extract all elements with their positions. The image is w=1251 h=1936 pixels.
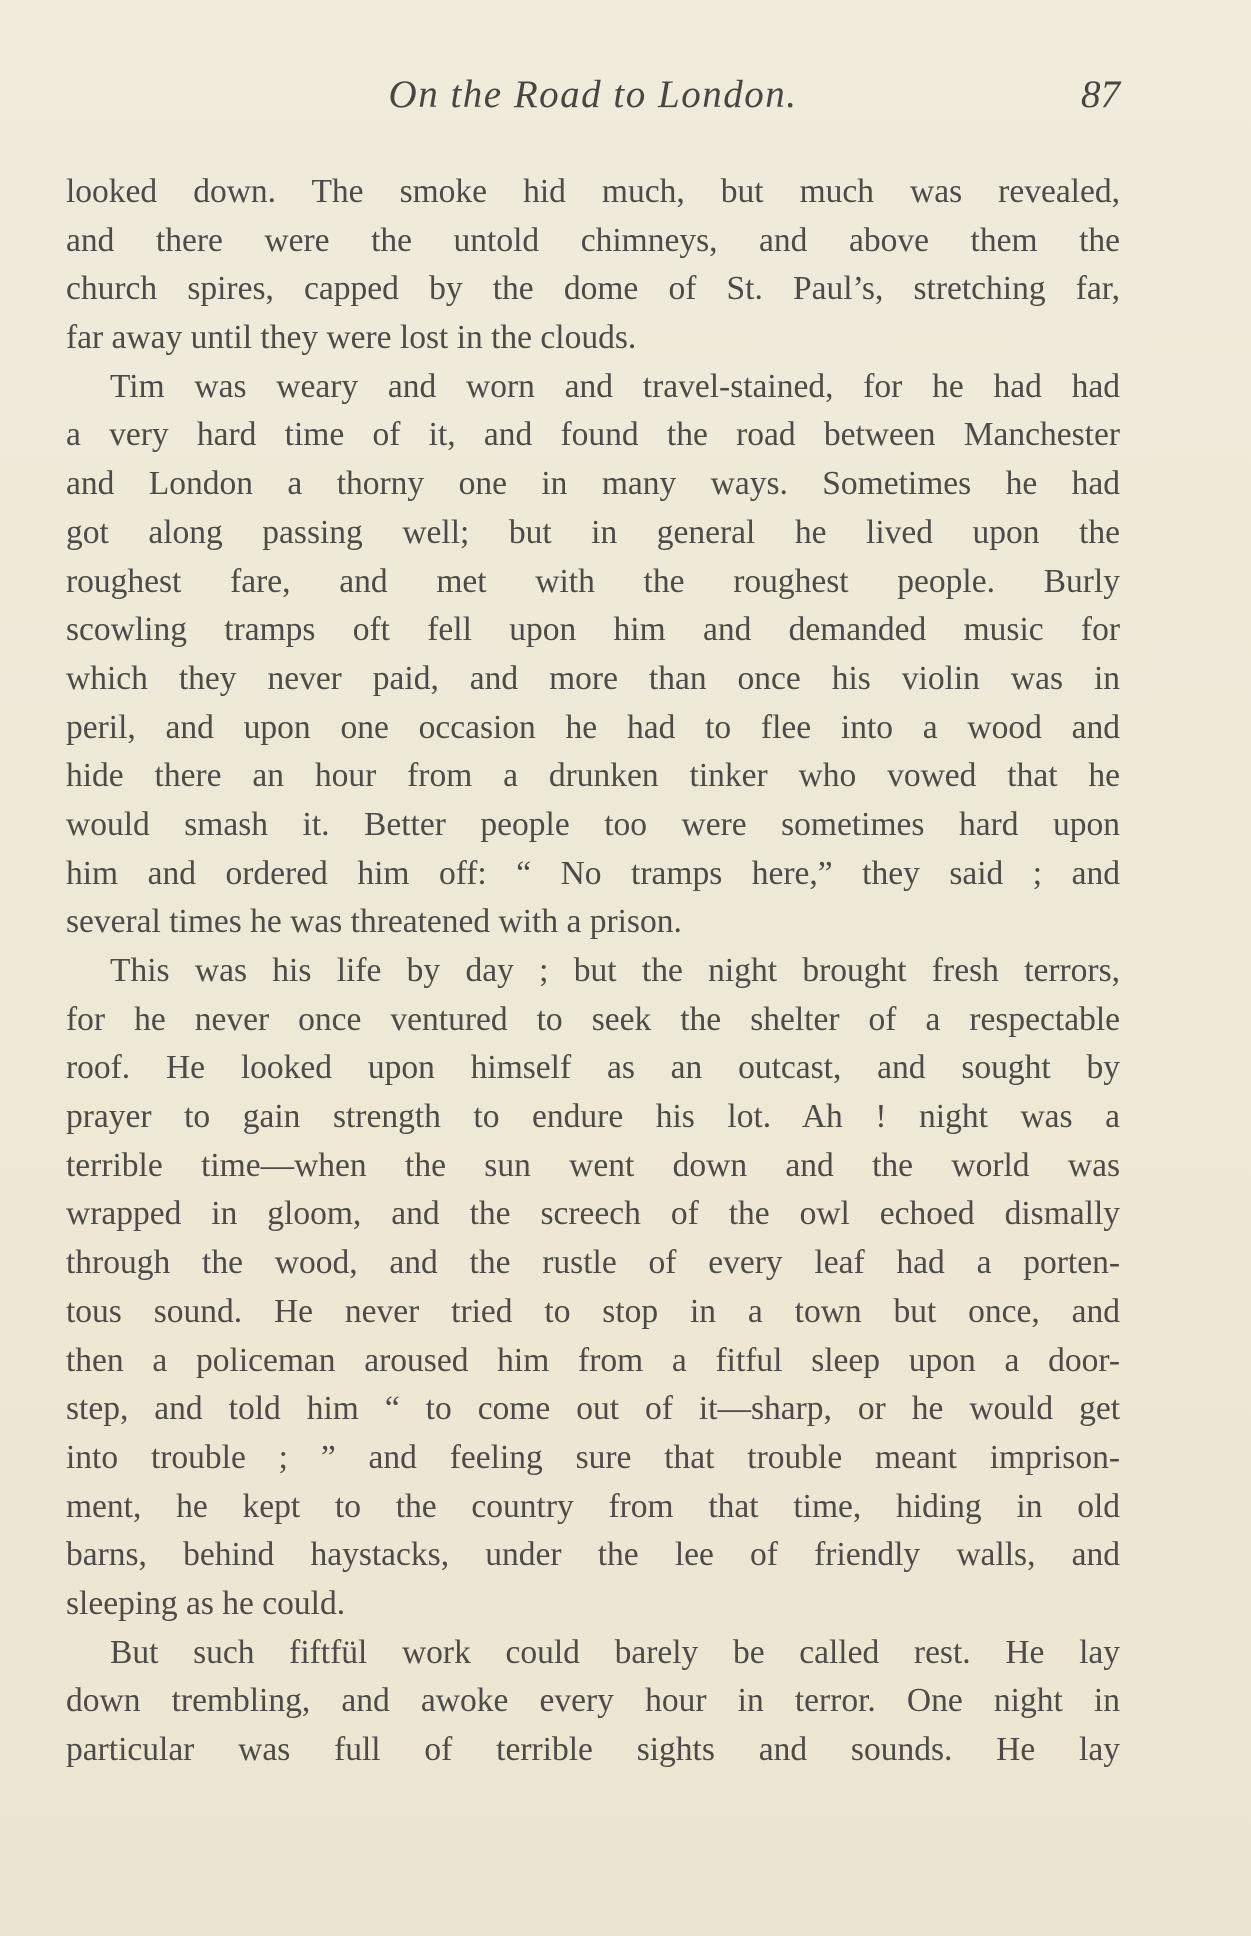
text-line: a very hard time of it, and found the road between Manchester [66, 416, 1120, 454]
page-number: 87 [1081, 73, 1120, 116]
text-line: got along passing well; but in general he lived upon the [66, 513, 1120, 551]
text-line: This was his life by day ; but the night brought fresh terrors, [110, 952, 1120, 989]
text-line: sleeping as he could. [66, 1584, 346, 1622]
text-line: into trouble ; ” and feeling sure that trouble meant imprison- [66, 1438, 1120, 1476]
text-line: roof. He looked upon himself as an outcast, and sought by [66, 1049, 1120, 1087]
text-line: and there were the untold chimneys, and above them the [66, 221, 1120, 259]
text-line: ment, he kept to the country from that time, hiding in old [66, 1487, 1120, 1525]
text-line: scowling tramps oft fell upon him and demanded music for [66, 611, 1120, 649]
text-line: terrible time—when the sun went down and the world was [66, 1146, 1120, 1184]
text-line: and London a thorny one in many ways. Sometimes he had [66, 465, 1120, 503]
text-line: him and ordered him off: “ No tramps here,” they said ; and [66, 854, 1120, 892]
text-line: barns, behind haystacks, under the lee of friendly walls, and [66, 1536, 1120, 1574]
running-title: On the Road to London. [388, 73, 798, 116]
text-line: roughest fare, and met with the roughest people. Burly [66, 562, 1120, 600]
text-line: tous sound. He never tried to stop in a town but once, and [66, 1292, 1120, 1330]
text-line: far away until they were lost in the clouds. [66, 319, 637, 357]
text-line: Tim was weary and worn and travel-stained, for he had had [110, 367, 1120, 405]
text-line: then a policeman aroused him from a fitful sleep upon a door- [66, 1341, 1120, 1379]
text-line: down trembling, and awoke every hour in terror. One night in [66, 1682, 1120, 1720]
text-line: hide there an hour from a drunken tinker who vowed that he [66, 757, 1120, 795]
text-line: prayer to gain strength to endure his lot. Ah ! night was a [66, 1098, 1120, 1136]
text-line: would smash it. Better people too were sometimes hard upon [66, 805, 1120, 843]
body-text [66, 168, 1120, 1775]
text-line: wrapped in gloom, and the screech of the owl echoed dismally [66, 1195, 1120, 1233]
text-line: But such fiftfül work could barely be called rest. He lay [110, 1633, 1120, 1671]
text-line: particular was full of terrible sights and sounds. He lay [66, 1731, 1120, 1768]
text-line: for he never once ventured to seek the shelter of a respectable [66, 1000, 1120, 1038]
text-line: several times he was threatened with a prison. [66, 903, 682, 941]
text-line: church spires, capped by the dome of St. Paul’s, stretching far, [66, 270, 1120, 308]
text-line: peril, and upon one occasion he had to flee into a wood and [66, 708, 1120, 746]
text-line: step, and told him “ to come out of it—sharp, or he would get [66, 1390, 1120, 1428]
running-head [66, 72, 1120, 132]
text-line: looked down. The smoke hid much, but much was revealed, [66, 173, 1120, 210]
text-line: which they never paid, and more than once his violin was in [66, 659, 1120, 697]
text-line: through the wood, and the rustle of every leaf had a porten- [66, 1244, 1120, 1282]
